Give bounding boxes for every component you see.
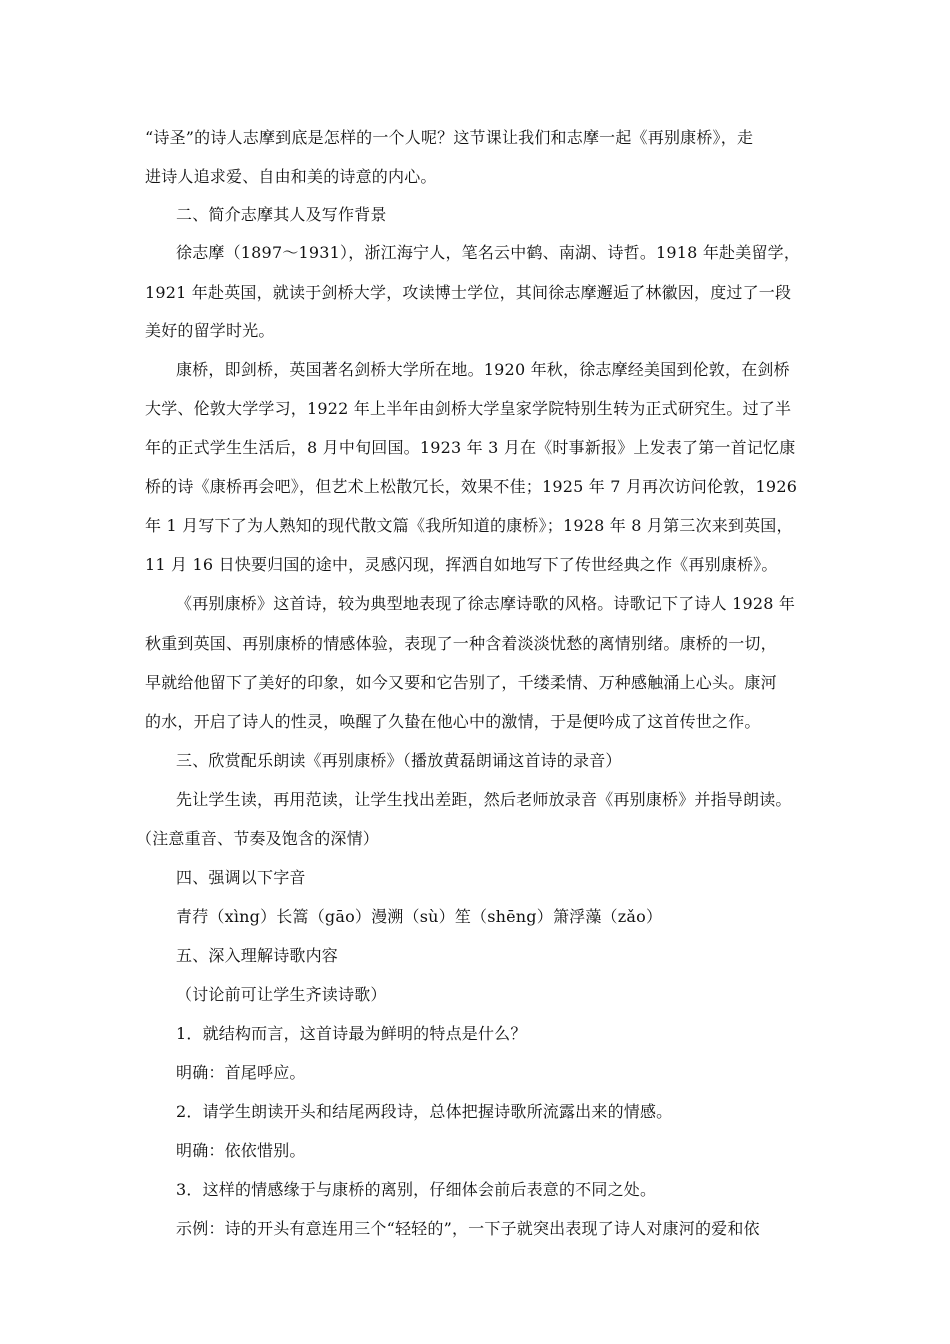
text-line: 美好的留学时光。	[145, 321, 275, 340]
text-line: （注意重音、节奏及饱含的深情）	[136, 829, 380, 848]
text-line: 进诗人追求爱、自由和美的诗意的内心。	[145, 167, 437, 186]
text-line: 先让学生读，再用范读，让学生找出差距，然后老师放录音《再别康桥》并指导朗读。	[176, 790, 792, 809]
text-line: 早就给他留下了美好的印象，如今又要和它告别了，千缕柔情、万种感触涌上心头。康河	[145, 673, 777, 692]
section-heading: 三、欣赏配乐朗读《再别康桥》（播放黄磊朗诵这首诗的录音）	[176, 751, 622, 770]
text-line: 11 月 16 日快要归国的途中，灵感闪现，挥洒自如地写下了传世经典之作《再别康桥》。	[145, 555, 778, 574]
text-line: 1921 年赴英国，就读于剑桥大学，攻读博士学位，其间徐志摩邂逅了林徽因，度过了一段	[145, 283, 792, 302]
answer-line: 明确：首尾呼应。	[176, 1063, 306, 1082]
section-heading: 五、深入理解诗歌内容	[176, 946, 339, 965]
text-line: 大学、伦敦大学学习，1922 年上半年由剑桥大学皇家学院特别生转为正式研究生。过了半	[145, 399, 792, 418]
text-line: 康桥，即剑桥，英国著名剑桥大学所在地。1920 年秋，徐志摩经美国到伦敦，在剑桥	[176, 360, 790, 379]
text-line: 示例：诗的开头有意连用三个“轻轻的”，一下子就突出表现了诗人对康河的爱和依	[176, 1219, 760, 1238]
text-line: 桥的诗《康桥再会吧》，但艺术上松散冗长，效果不佳；1925 年 7 月再次访问伦敦，1926	[145, 477, 798, 496]
text-line: 年 1 月写下了为人熟知的现代散文篇《我所知道的康桥》；1928 年 8 月第三次来到英国，	[145, 516, 793, 535]
section-heading: 二、简介志摩其人及写作背景	[176, 205, 387, 224]
text-line: （讨论前可让学生齐读诗歌）	[176, 985, 387, 1004]
pinyin-line: 青荇（xìng）长篙（gāo）漫溯（sù）笙（shēng）箫浮藻（zǎo）	[176, 907, 663, 926]
text-line: 《再别康桥》这首诗，较为典型地表现了徐志摩诗歌的风格。诗歌记下了诗人 1928 年	[176, 594, 796, 613]
text-line: 的水，开启了诗人的性灵，唤醒了久蛰在他心中的激情，于是便吟成了这首传世之作。	[145, 712, 761, 731]
question-line: 2．请学生朗读开头和结尾两段诗，总体把握诗歌所流露出来的情感。	[176, 1102, 673, 1121]
text-line: 秋重到英国、再别康桥的情感体验，表现了一种含着淡淡忧愁的离情别绪。康桥的一切，	[145, 634, 777, 653]
section-heading: 四、强调以下字音	[176, 868, 306, 887]
question-line: 1．就结构而言，这首诗最为鲜明的特点是什么？	[176, 1024, 527, 1043]
text-line: 徐志摩（1897～1931），浙江海宁人，笔名云中鹤、南湖、诗哲。1918 年赴美留学，	[176, 243, 801, 262]
text-line: 年的正式学生生活后，8 月中旬回国。1923 年 3 月在《时事新报》上发表了第一首记忆康	[145, 438, 796, 457]
text-line: “诗圣”的诗人志摩到底是怎样的一个人呢？这节课让我们和志摩一起《再别康桥》，走	[145, 128, 754, 147]
answer-line: 明确：依依惜别。	[176, 1141, 306, 1160]
question-line: 3．这样的情感缘于与康桥的离别，仔细体会前后表意的不同之处。	[176, 1180, 657, 1199]
